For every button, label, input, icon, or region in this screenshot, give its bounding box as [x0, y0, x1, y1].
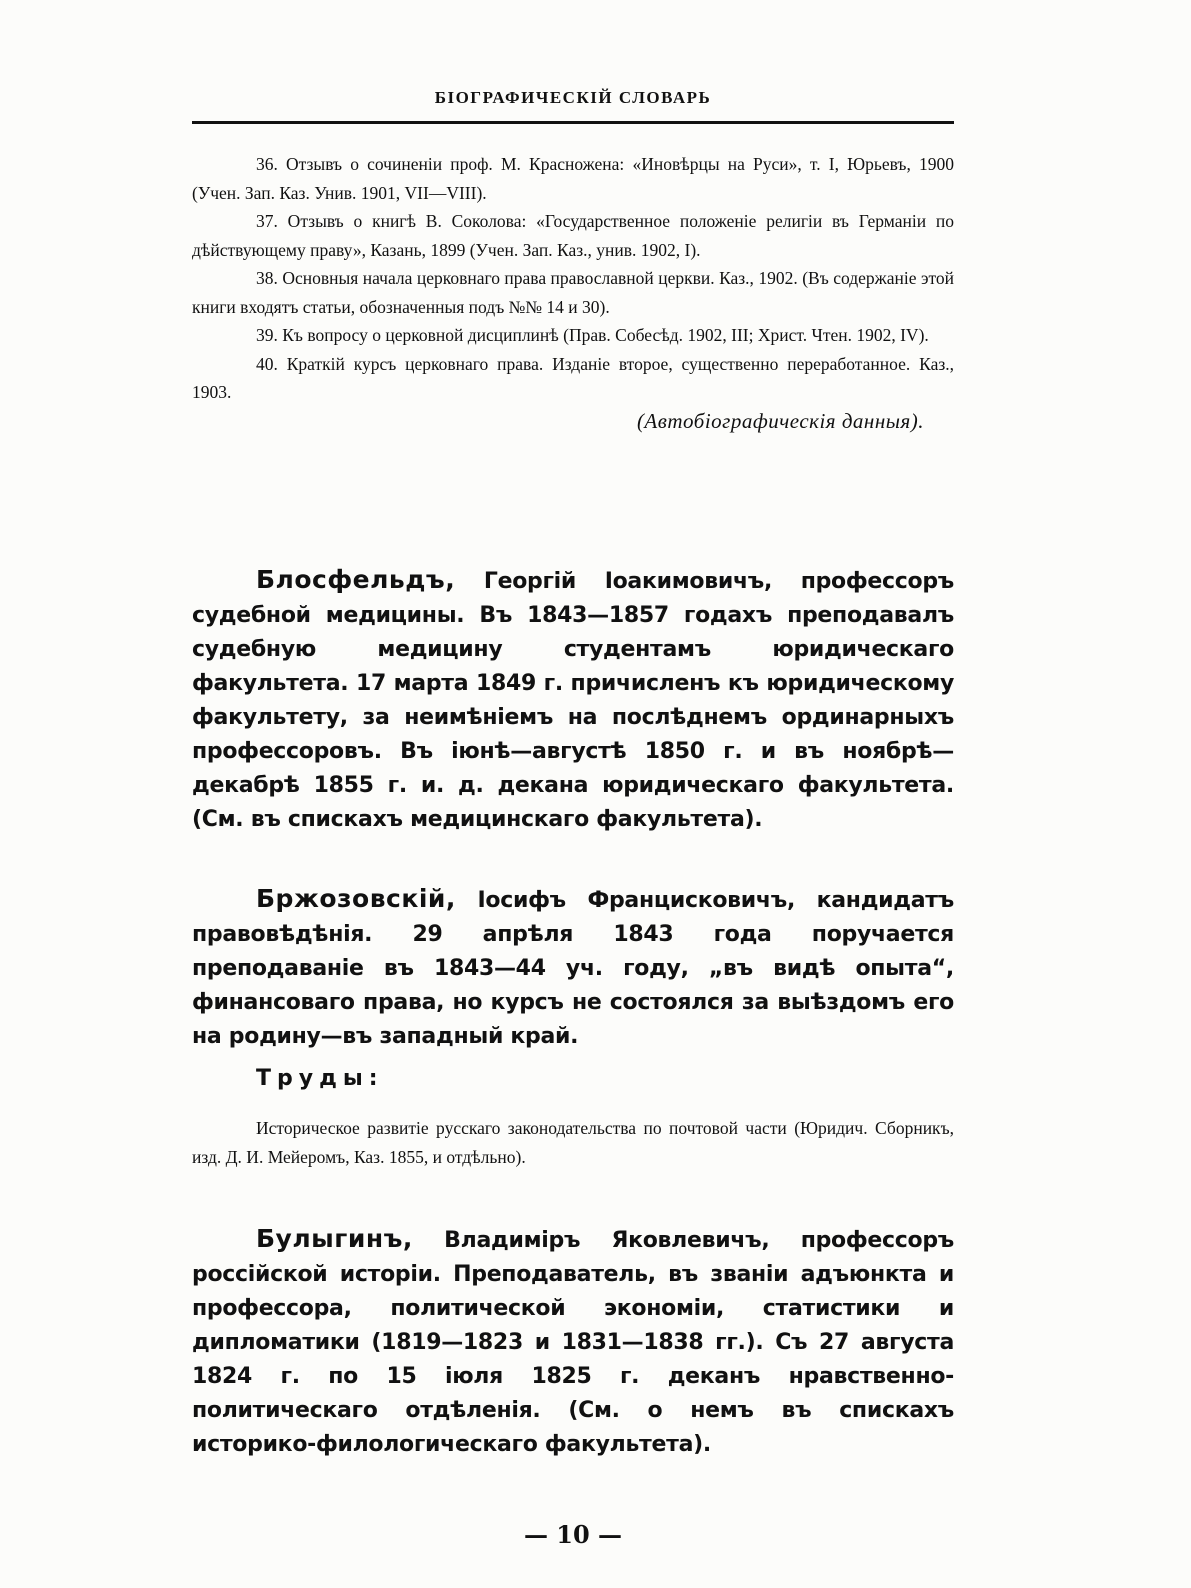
entry-name: Булыгинъ,	[256, 1224, 413, 1253]
bibliography-item: 38. Основныя начала церковнаго права православной церкви. Каз., 1902. (Въ содержаніе этой книги входятъ статьи, обозначенныя подъ №№ 14 и 30).	[192, 268, 954, 317]
bibliography-item: 40. Краткій курсъ церковнаго права. Изданіе второе, существенно переработанное. Каз., 1903.	[192, 353, 954, 402]
entry-brzhozovsky	[192, 882, 954, 1054]
works-item: Историческое развитіе русскаго законодательства по почтовой части (Юридич. Сборникъ, изд. Д. И. Мейеромъ, Каз. 1855, и отдѣльно).	[192, 1118, 954, 1167]
works-list	[192, 1114, 954, 1171]
bibliography-list	[192, 150, 954, 435]
works-heading: Труды:	[256, 1066, 384, 1091]
bibliography-item: 39. Къ вопросу о церковной дисциплинѣ (Прав. Собесѣд. 1902, III; Христ. Чтен. 1902, IV).	[256, 325, 929, 345]
source-signature: (Автобіографическія данныя).	[636, 408, 924, 433]
entry-name: Блосфельдъ,	[256, 565, 456, 594]
bibliography-item: 37. Отзывъ о книгѣ В. Соколова: «Государственное положеніе религіи въ Германіи по дѣйствующему праву», Казань, 1899 (Учен. Зап. Каз., унив. 1902, I).	[192, 211, 954, 260]
page-number: — 10 —	[523, 1520, 623, 1549]
running-head: БІОГРАФИЧЕСКІЙ СЛОВАРЬ	[434, 88, 712, 107]
bibliography-item: 36. Отзывъ о сочиненіи проф. М. Красножена: «Иновѣрцы на Руси», т. I, Юрьевъ, 1900 (Учен. Зап. Каз. Унив. 1901, VII—VIII).	[192, 154, 954, 203]
entry-blosfeld	[192, 563, 954, 837]
entry-name: Бржозовскій,	[256, 884, 456, 913]
entry-text: Владиміръ Яковлевичъ, профессоръ россійской исторіи. Преподаватель, въ званіи адъюнкта и профессора, политической экономіи, статистики и дипломатики (1819—1823 и 1831—1838 гг.). Съ 27 августа 1824 г. по 15 іюля 1825 г. деканъ нравственно-политическаго отдѣленія. (См. о немъ въ спискахъ историко-филологическаго факультета).	[192, 1228, 954, 1457]
header-rule	[192, 121, 954, 124]
entry-text: Георгій Іоакимовичъ, профессоръ судебной медицины. Въ 1843—1857 годахъ преподавалъ судебную медицину студентамъ юридическаго факультета. 17 марта 1849 г. причисленъ къ юридическому факультету, за неимѣніемъ на послѣднемъ ординарныхъ профессоровъ. Въ іюнѣ—августѣ 1850 г. и въ ноябрѣ—декабрѣ 1855 г. и. д. декана юридическаго факультета. (См. въ спискахъ медицинскаго факультета).	[192, 569, 954, 832]
entry-text: Іосифъ Францисковичъ, кандидатъ правовѣдѣнія. 29 апрѣля 1843 года поручается преподаваніе въ 1843—44 уч. году, „въ видѣ опыта“, финансоваго права, но курсъ не состоялся за выѣздомъ его на родину—въ западный край.	[192, 888, 954, 1049]
entry-bulygin	[192, 1222, 954, 1462]
